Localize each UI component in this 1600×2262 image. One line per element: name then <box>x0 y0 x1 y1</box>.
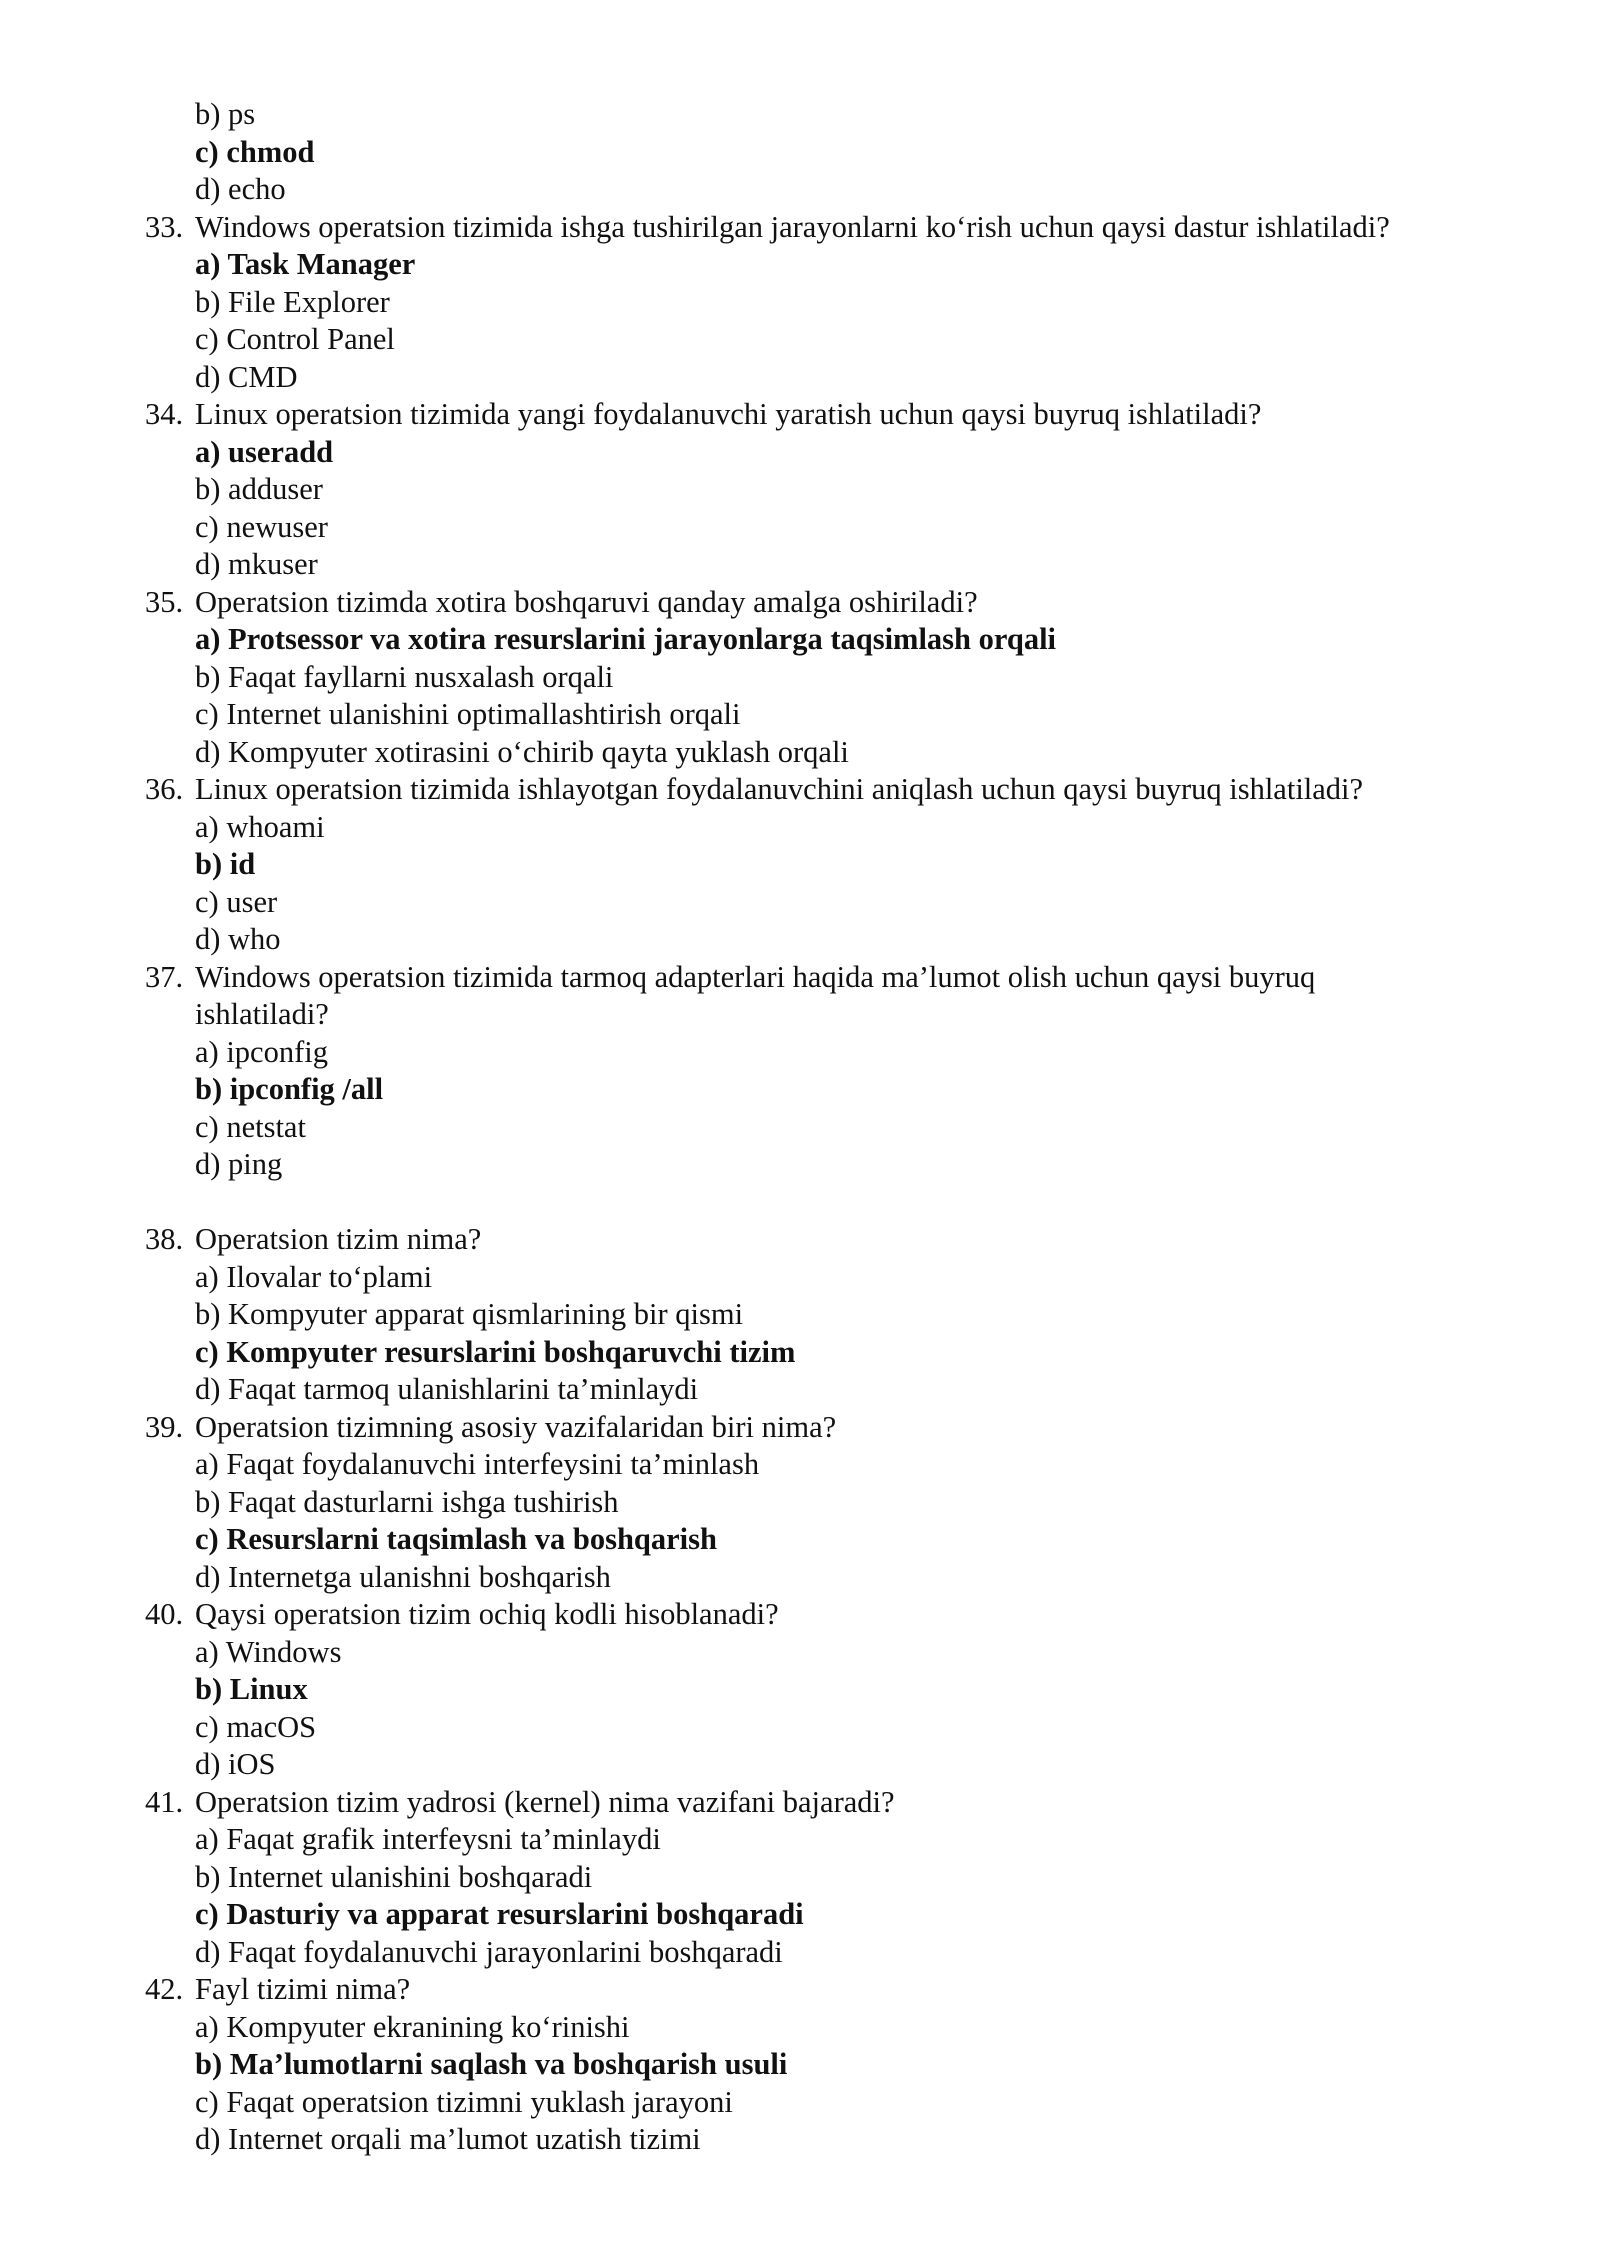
answer-option-correct: b) Ma’lumotlarni saqlash va boshqarish usuli <box>195 2047 788 2081</box>
question-block <box>145 1409 1545 1597</box>
question-text: Operatsion tizimda xotira boshqaruvi qanday amalga oshiriladi? <box>195 584 978 619</box>
answer-option: b) ps <box>195 97 256 131</box>
answer-option: c) newuser <box>195 509 328 544</box>
question-text: Fayl tizimi nima? <box>195 1972 411 2006</box>
question-number: 36. <box>145 772 184 806</box>
question-text: Linux operatsion tizimida yangi foydalanuvchi yaratish uchun qaysi buyruq ishlatiladi? <box>195 397 1262 431</box>
question-block <box>145 1971 1545 2159</box>
answer-option: b) Kompyuter apparat qismlarining bir qismi <box>195 1297 744 1331</box>
answer-option: c) Control Panel <box>195 322 395 356</box>
blank-line <box>145 1184 1545 1222</box>
answer-option-correct: c) Kompyuter resurslarini boshqaruvchi tizim <box>195 1334 796 1369</box>
answer-option: d) iOS <box>195 1747 276 1781</box>
answer-option: d) CMD <box>195 359 298 394</box>
question-block <box>145 584 1545 772</box>
answer-option-correct: a) useradd <box>195 434 334 469</box>
answer-option: d) Internetga ulanishni boshqarish <box>195 1559 611 1594</box>
answer-option-correct: c) chmod <box>195 134 315 169</box>
question-list <box>145 209 1545 2159</box>
question-number: 35. <box>145 584 184 619</box>
answer-option: b) File Explorer <box>195 284 390 319</box>
question-block <box>145 959 1545 1184</box>
question-row <box>145 396 1545 434</box>
answer-option-correct: b) id <box>195 847 256 881</box>
answer-option: c) Faqat operatsion tizimni yuklash jarayoni <box>195 2084 733 2119</box>
question-number: 34. <box>145 397 184 431</box>
question-block <box>145 771 1545 959</box>
quiz-document <box>145 96 1545 2159</box>
question-row <box>145 1596 1545 1634</box>
question-text: Operatsion tizim nima? <box>195 1222 482 1256</box>
question-number: 42. <box>145 1972 184 2006</box>
answer-option: a) Ilovalar to‘plami <box>195 1259 433 1294</box>
answer-option: c) macOS <box>195 1709 317 1744</box>
question-text: Windows operatsion tizimida tarmoq adapterlari haqida ma’lumot olish uchun qaysi buyruq ishlatiladi? <box>195 959 1316 1031</box>
question-row <box>145 959 1545 1034</box>
answer-option: d) Faqat foydalanuvchi jarayonlarini boshqaradi <box>195 1934 783 1969</box>
answer-option: d) ping <box>195 1147 283 1181</box>
question-text: Linux operatsion tizimida ishlayotgan foydalanuvchini aniqlash uchun qaysi buyruq ishlatiladi? <box>195 772 1364 806</box>
answer-option: b) Faqat fayllarni nusxalash orqali <box>195 659 614 694</box>
answer-option-correct: c) Resurslarni taqsimlash va boshqarish <box>195 1522 717 1556</box>
question-row <box>145 1971 1545 2009</box>
answer-option: a) Faqat grafik interfeysni ta’minlaydi <box>195 1822 661 1856</box>
question-row <box>145 584 1545 622</box>
answer-option: d) Internet orqali ma’lumot uzatish tizimi <box>195 2122 701 2156</box>
answer-option: d) echo <box>195 172 286 206</box>
answer-option: a) Windows <box>195 1634 342 1669</box>
answer-option-correct: a) Task Manager <box>195 247 416 281</box>
answer-option: d) Faqat tarmoq ulanishlarini ta’minlaydi <box>195 1372 699 1406</box>
answer-option-correct: a) Protsessor va xotira resurslarini jarayonlarga taqsimlash orqali <box>195 622 1057 656</box>
question-text: Qaysi operatsion tizim ochiq kodli hisoblanadi? <box>195 1597 779 1631</box>
question-text: Operatsion tizim yadrosi (kernel) nima vazifani bajaradi? <box>195 1784 895 1819</box>
question-number: 38. <box>145 1222 184 1256</box>
answer-option: c) user <box>195 884 278 919</box>
lead-options <box>145 96 1545 209</box>
question-row <box>145 1221 1545 1259</box>
answer-option: a) whoami <box>195 809 325 844</box>
answer-option-correct: c) Dasturiy va apparat resurslarini boshqaradi <box>195 1897 804 1931</box>
answer-option: d) who <box>195 922 281 956</box>
question-text: Operatsion tizimning asosiy vazifalaridan biri nima? <box>195 1409 837 1444</box>
answer-option: d) Kompyuter xotirasini o‘chirib qayta yuklash orqali <box>195 734 849 769</box>
question-row <box>145 1409 1545 1447</box>
question-block <box>145 1596 1545 1784</box>
answer-option-correct: b) ipconfig /all <box>195 1072 384 1106</box>
question-block <box>145 396 1545 584</box>
answer-option: b) adduser <box>195 472 323 506</box>
answer-option: b) Faqat dasturlarni ishga tushirish <box>195 1484 619 1519</box>
question-block <box>145 1784 1545 1972</box>
question-row <box>145 209 1545 247</box>
question-block <box>145 209 1545 397</box>
question-row <box>145 771 1545 809</box>
answer-option: a) ipconfig <box>195 1034 328 1069</box>
question-number: 37. <box>145 959 184 994</box>
answer-option: c) Internet ulanishini optimallashtirish orqali <box>195 697 741 731</box>
answer-option-correct: b) Linux <box>195 1672 308 1706</box>
answer-option: d) mkuser <box>195 547 318 581</box>
question-number: 39. <box>145 1409 184 1444</box>
answer-option: b) Internet ulanishini boshqaradi <box>195 1859 593 1894</box>
question-number: 40. <box>145 1597 184 1631</box>
question-block <box>145 1184 1545 1409</box>
question-number: 41. <box>145 1784 184 1819</box>
question-text: Windows operatsion tizimida ishga tushirilgan jarayonlarni ko‘rish uchun qaysi dastur ishlatiladi? <box>195 209 1390 244</box>
answer-option: a) Faqat foydalanuvchi interfeysini ta’minlash <box>195 1447 760 1481</box>
question-number: 33. <box>145 209 184 244</box>
question-row <box>145 1784 1545 1822</box>
answer-option: a) Kompyuter ekranining ko‘rinishi <box>195 2009 630 2044</box>
answer-option: c) netstat <box>195 1109 306 1144</box>
